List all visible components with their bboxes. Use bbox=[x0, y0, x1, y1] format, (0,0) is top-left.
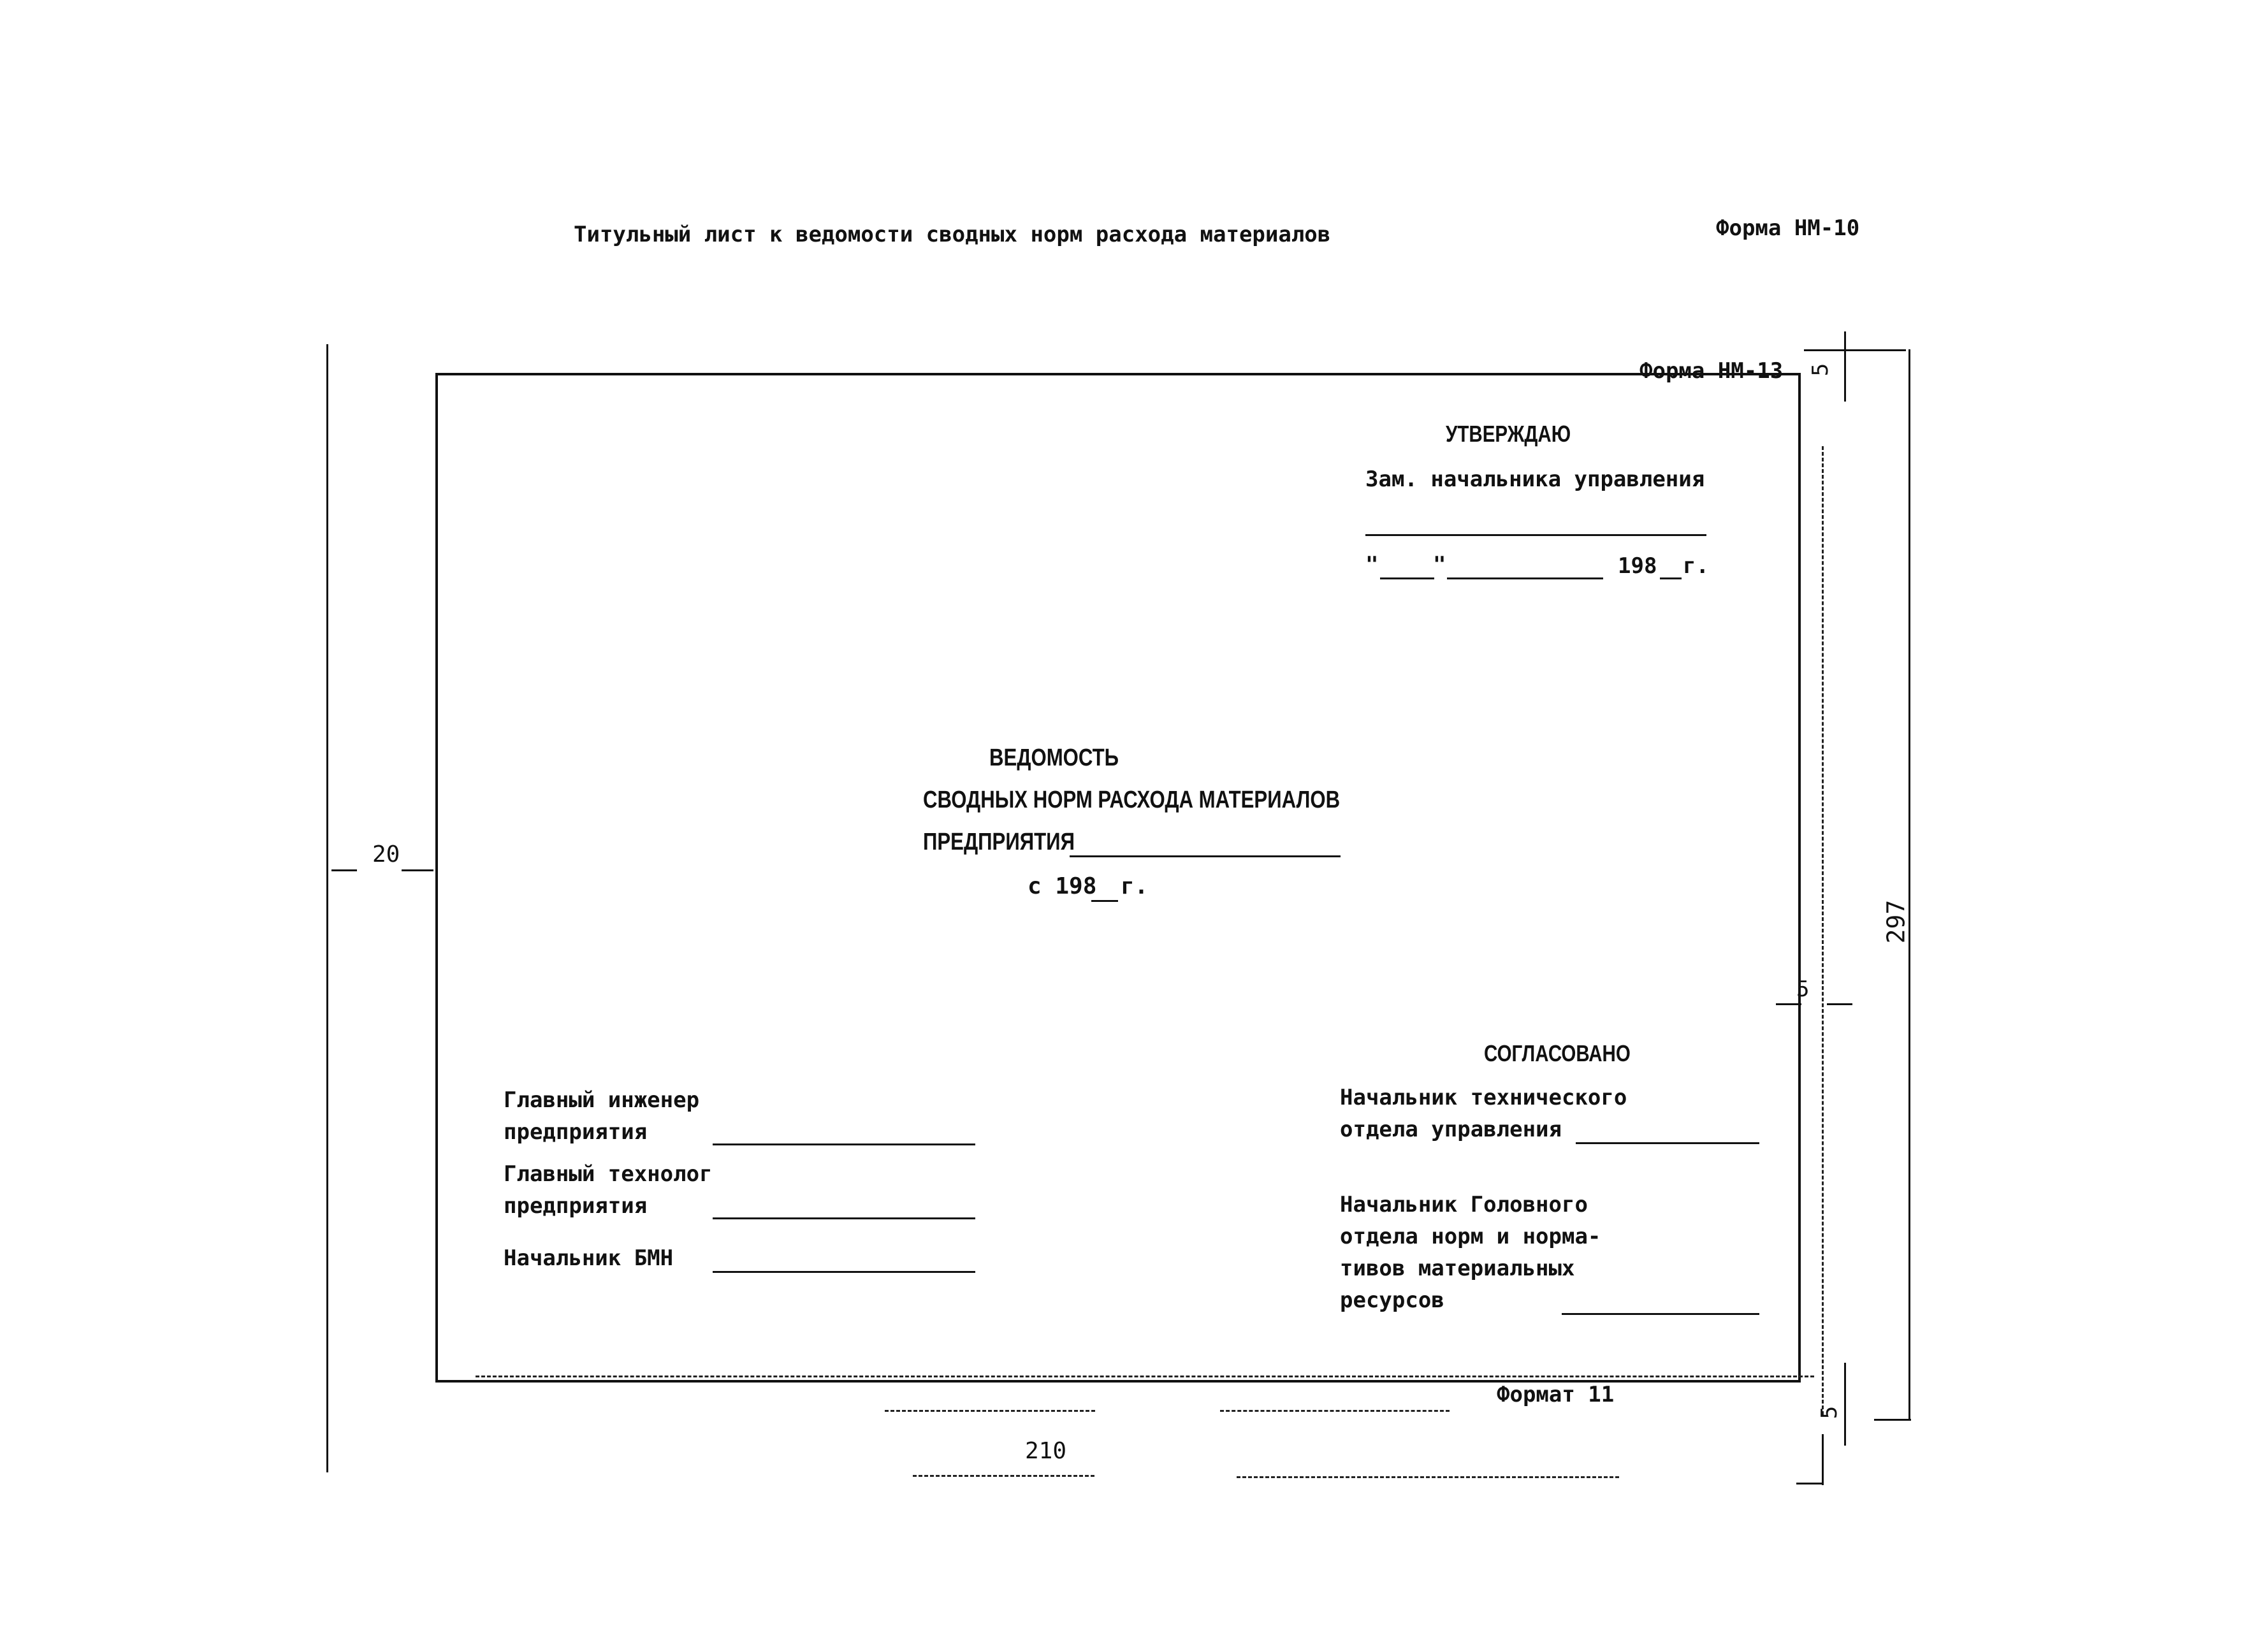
width-dimension: 210 bbox=[1025, 1438, 1067, 1464]
sheet-form-label: Форма НМ-13 bbox=[1639, 358, 1784, 384]
width-dimension-upper-left-line bbox=[885, 1410, 1095, 1412]
tech-department-head-label: Начальник технического bbox=[1340, 1085, 1627, 1110]
bottom-right-tick bbox=[1796, 1483, 1822, 1484]
agreed-heading: СОГЛАСОВАНО bbox=[1484, 1040, 1631, 1066]
document-title-enterprise: ПРЕДПРИЯТИЯ bbox=[923, 829, 1075, 855]
approve-date-year: 198 bbox=[1618, 553, 1657, 579]
document-title-line2: СВОДНЫХ НОРМ РАСХОДА МАТЕРИАЛОВ bbox=[923, 787, 1341, 813]
approve-position: Зам. начальника управления bbox=[1365, 467, 1705, 492]
bmn-head-label: Начальник БМН bbox=[504, 1245, 674, 1271]
left-margin-dimension: 20 bbox=[372, 841, 400, 867]
right-margin-arrow-right bbox=[1827, 1003, 1852, 1005]
chief-technologist-signature-line bbox=[713, 1217, 975, 1219]
approve-date-open-quote: " bbox=[1365, 552, 1379, 577]
chief-technologist-org: предприятия bbox=[504, 1193, 648, 1219]
bmn-head-signature-line bbox=[713, 1271, 975, 1273]
height-dimension-bottom-tick bbox=[1874, 1419, 1911, 1421]
form-number-label: Форма НМ-10 bbox=[1716, 215, 1860, 241]
left-margin-arrow-left bbox=[331, 869, 357, 871]
tech-department-signature-line bbox=[1576, 1142, 1759, 1144]
width-dimension-upper-right-line bbox=[1220, 1410, 1450, 1412]
chief-technologist-label: Главный технолог bbox=[504, 1161, 713, 1187]
right-margin-dimension: 5 bbox=[1796, 976, 1810, 1002]
chief-engineer-label: Главный инженер bbox=[504, 1087, 700, 1113]
top-margin-outer-line bbox=[1804, 349, 1906, 351]
document-title-line1: ВЕДОМОСТЬ bbox=[989, 744, 1119, 771]
top-margin-extension-line bbox=[1844, 331, 1846, 402]
norms-department-head-line3: тивов материальных bbox=[1340, 1256, 1575, 1281]
norms-department-head-line4: ресурсов bbox=[1340, 1288, 1444, 1313]
bottom-margin-extension-line bbox=[1844, 1363, 1846, 1446]
top-margin-dimension: 5 bbox=[1808, 363, 1834, 377]
norms-department-signature-line bbox=[1562, 1313, 1759, 1315]
tech-department-head-org: отдела управления bbox=[1340, 1117, 1562, 1142]
approve-date-month-line bbox=[1447, 577, 1603, 579]
page-title: Титульный лист к ведомости сводных норм расхода материалов bbox=[574, 222, 1331, 247]
format-label: Формат 11 bbox=[1497, 1382, 1615, 1407]
chief-engineer-signature-line bbox=[713, 1143, 975, 1145]
approve-date-year-line bbox=[1660, 577, 1682, 579]
height-dimension: 297 bbox=[1882, 899, 1910, 944]
approve-signature-line bbox=[1365, 534, 1706, 536]
enterprise-name-line bbox=[1070, 855, 1341, 857]
width-dimension-lower-left-line bbox=[913, 1475, 1094, 1477]
approve-date-year-suffix: г. bbox=[1683, 553, 1709, 579]
width-dimension-lower-right-line bbox=[1237, 1476, 1619, 1478]
left-margin-arrow-right bbox=[402, 869, 433, 871]
outer-edge-dashed-line bbox=[476, 1376, 1814, 1377]
norms-department-head-line1: Начальник Головного bbox=[1340, 1192, 1588, 1217]
document-year-line bbox=[1091, 900, 1118, 902]
height-dimension-line bbox=[1908, 349, 1910, 1420]
bottom-margin-dimension: 5 bbox=[1817, 1405, 1843, 1419]
bottom-right-edge-line bbox=[1822, 1434, 1824, 1485]
right-margin-arrow-left bbox=[1776, 1003, 1801, 1005]
outer-left-edge-line bbox=[326, 344, 328, 1472]
approve-date-day-line bbox=[1380, 577, 1434, 579]
document-title-year-suffix: г. bbox=[1121, 873, 1149, 899]
document-title-year-prefix: с 198 bbox=[1028, 873, 1097, 899]
sheet-right-edge-dashed-line bbox=[1822, 446, 1824, 1415]
approve-date-close-quote: " bbox=[1433, 552, 1446, 577]
norms-department-head-line2: отдела норм и норма- bbox=[1340, 1224, 1601, 1249]
chief-engineer-org: предприятия bbox=[504, 1119, 648, 1145]
approve-heading: УТВЕРЖДАЮ bbox=[1446, 421, 1571, 447]
